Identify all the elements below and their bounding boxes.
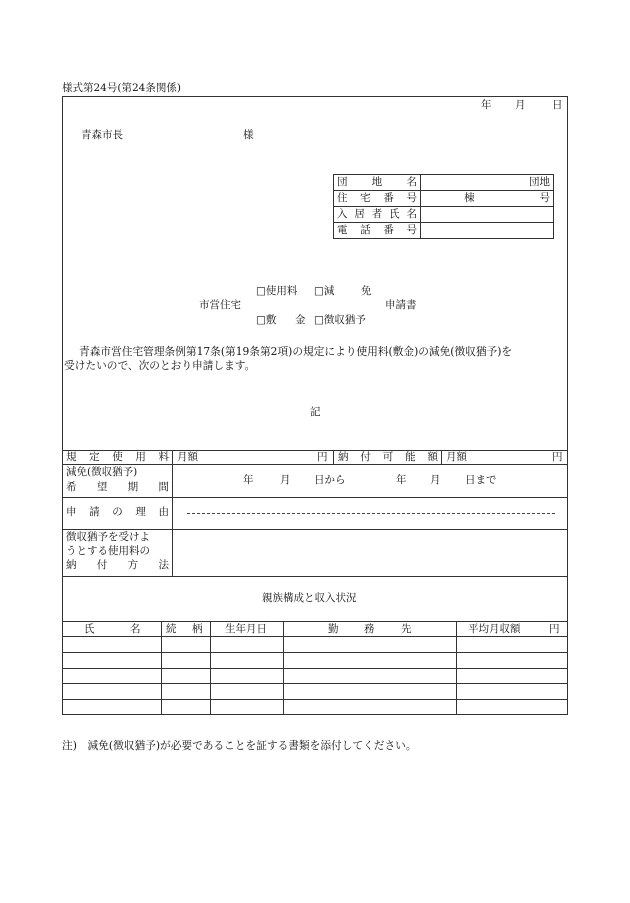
period-to-month[interactable]: 月 bbox=[430, 474, 441, 486]
col-line bbox=[283, 621, 284, 715]
row-line bbox=[62, 576, 568, 577]
family-heading: 親族構成と収入状況 bbox=[262, 592, 357, 604]
col-line bbox=[441, 450, 442, 464]
label-rent: 規 定 使 用 料 bbox=[66, 451, 169, 463]
header-name-2: 名 bbox=[130, 623, 141, 635]
period-to-day[interactable]: 日まで bbox=[465, 474, 497, 486]
row-line bbox=[62, 497, 568, 498]
header-income: 平均月収額 bbox=[468, 623, 521, 635]
house-number-field[interactable]: 棟 号 bbox=[421, 191, 554, 207]
period-to-year[interactable]: 年 bbox=[396, 474, 407, 486]
phone-field[interactable] bbox=[421, 223, 554, 239]
addressee-honorific: 様 bbox=[243, 129, 254, 141]
row-line bbox=[62, 621, 568, 622]
rent-monthly[interactable]: 月額 bbox=[177, 451, 198, 463]
date-month: 月 bbox=[515, 99, 526, 111]
label-reason: 申 請 の 理 由 bbox=[66, 506, 169, 518]
option-reduction[interactable]: □減 bbox=[314, 285, 335, 297]
label-method-2: うとする使用料の bbox=[66, 545, 150, 557]
col-line bbox=[333, 450, 334, 464]
label-period-1: 減免(徴収猶予) bbox=[66, 466, 138, 478]
payable-yen: 円 bbox=[552, 451, 563, 463]
title-application: 申請書 bbox=[385, 299, 417, 311]
header-income-unit: 円 bbox=[549, 623, 560, 635]
row-line bbox=[62, 464, 568, 465]
option-deposit-b: 金 bbox=[295, 314, 306, 326]
row-line bbox=[62, 683, 568, 684]
option-reduction-b: 免 bbox=[361, 285, 372, 297]
row-line bbox=[62, 699, 568, 700]
col-line bbox=[172, 450, 173, 576]
danchi-field[interactable]: 団地 bbox=[421, 175, 554, 191]
payable-monthly[interactable]: 月額 bbox=[446, 451, 467, 463]
header-work-1: 勤 bbox=[328, 623, 339, 635]
label-period-2: 希 望 期 間 bbox=[66, 481, 169, 493]
rent-yen: 円 bbox=[317, 451, 328, 463]
footnote: 注) 減免(徴収猶予)が必要であることを証する書類を添付してください。 bbox=[62, 739, 417, 752]
row-line bbox=[62, 636, 568, 637]
option-deferment[interactable]: □徴収猶予 bbox=[314, 314, 366, 326]
label-danchi: 団 地 名 bbox=[337, 176, 417, 189]
label-house-number: 住 宅 番 号 bbox=[337, 192, 417, 205]
label-phone: 電 話 番 号 bbox=[337, 224, 417, 237]
label-method-3: 納 付 方 法 bbox=[66, 559, 169, 571]
period-from-month[interactable]: 月 bbox=[280, 474, 291, 486]
period-from-year[interactable]: 年 bbox=[243, 474, 254, 486]
header-name-1: 氏 bbox=[84, 623, 95, 635]
resident-name-field[interactable] bbox=[421, 207, 554, 223]
label-method-1: 徴収猶予を受けよ bbox=[66, 531, 150, 543]
option-usage-fee[interactable]: □使用料 bbox=[256, 285, 298, 297]
header-relation-1: 続 bbox=[166, 623, 177, 635]
col-line bbox=[456, 621, 457, 715]
body-line-2: 受けたいので、次のとおり申請します。 bbox=[64, 359, 256, 372]
date-day: 日 bbox=[552, 99, 563, 111]
header-work-3: 先 bbox=[401, 623, 412, 635]
date-year: 年 bbox=[481, 99, 492, 111]
title-municipal-housing: 市営住宅 bbox=[199, 299, 241, 311]
row-line bbox=[62, 668, 568, 669]
option-deposit[interactable]: □敷 bbox=[256, 314, 277, 326]
form-number: 様式第24号(第24条関係) bbox=[62, 82, 181, 94]
applicant-table bbox=[333, 174, 554, 239]
header-relation-2: 柄 bbox=[192, 623, 203, 635]
header-birth: 生年月日 bbox=[225, 623, 267, 635]
col-line bbox=[210, 621, 211, 715]
body-line-1: 青森市営住宅管理条例第17条(第19条第2項)の規定により使用料(敷金)の減免(徴収猶予)を bbox=[79, 345, 513, 358]
label-payable: 納 付 可 能 額 bbox=[338, 451, 438, 463]
row-line bbox=[62, 652, 568, 653]
col-line bbox=[161, 621, 162, 715]
label-resident-name: 入 居 者 氏 名 bbox=[337, 208, 417, 221]
row-line bbox=[62, 529, 568, 530]
period-from-day[interactable]: 日から bbox=[314, 474, 346, 486]
header-work-2: 務 bbox=[364, 623, 375, 635]
ki-mark: 記 bbox=[310, 406, 321, 418]
reason-dashed-line[interactable] bbox=[187, 513, 555, 514]
addressee-mayor: 青森市長 bbox=[81, 129, 123, 141]
